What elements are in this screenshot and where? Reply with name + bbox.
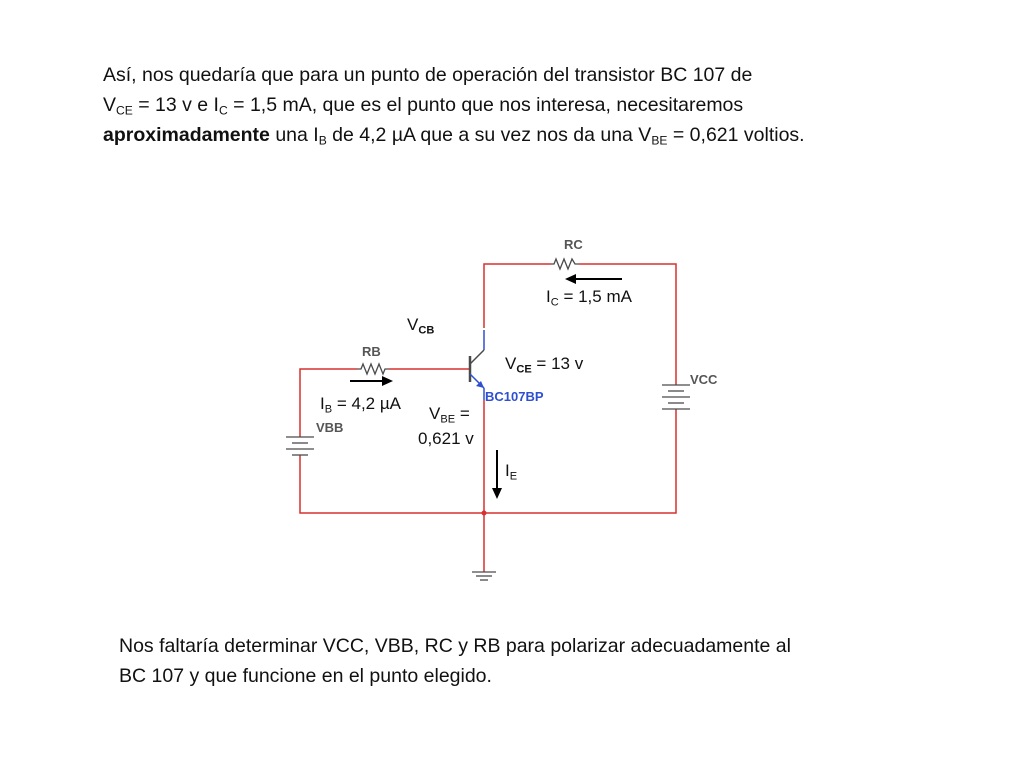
intro-line-3b: de 4,2 µA que a su vez nos da una V (326, 124, 652, 146)
transistor-label: BC107BP (485, 389, 544, 404)
vbe-annotation (429, 403, 470, 425)
intro-line-2a: = 13 v e I (132, 94, 219, 116)
vbb-label: VBB (316, 420, 344, 435)
ic-annotation (546, 286, 632, 308)
vce-symbol: V (103, 94, 117, 116)
vce-annotation (505, 353, 583, 375)
vce-annotation-sub: CE (516, 363, 532, 376)
vcb-annotation-symbol: V (407, 315, 419, 334)
vcb-annotation-sub: CB (418, 324, 435, 337)
vce-annotation-value: = 13 v (531, 354, 584, 373)
ib-annotation (320, 393, 401, 415)
conclusion-paragraph (119, 631, 979, 691)
ie-annotation (505, 460, 517, 482)
vbe-subscript: BE (651, 133, 668, 148)
intro-line-2b: = 1,5 mA, que es el punto que nos interesa, necesitaremos (227, 94, 744, 116)
ib-subscript: B (318, 133, 327, 148)
ground-junction-dot (482, 511, 487, 516)
ib-annotation-value: = 4,2 µA (332, 394, 401, 413)
ground-icon (472, 572, 496, 580)
ib-annotation-sub: B (324, 403, 333, 416)
vbe-annotation-sub: BE (440, 413, 456, 426)
vbe-annotation-value: 0,621 v (418, 429, 474, 448)
vcc-battery-icon (662, 385, 690, 409)
ic-annotation-value: = 1,5 mA (558, 287, 632, 306)
ic-arrow-icon (565, 274, 622, 284)
intro-line-3a: una I (269, 124, 319, 146)
ic-annotation-sub: C (550, 296, 559, 309)
intro-line-1: Así, nos quedaría que para un punto de operación del transistor BC 107 de (103, 64, 753, 86)
conclusion-line-2: BC 107 y que funcione en el punto elegido. (119, 665, 492, 687)
vce-annotation-symbol: V (505, 354, 517, 373)
ib-annotation-symbol: I (320, 394, 325, 413)
vcb-annotation (407, 314, 434, 336)
ie-annotation-sub: E (509, 470, 518, 483)
rb-label: RB (362, 344, 381, 359)
rc-label: RC (564, 237, 583, 252)
ie-annotation-symbol: I (505, 461, 510, 480)
ic-subscript: C (218, 103, 228, 118)
vcc-label: VCC (690, 372, 718, 387)
intro-bold-word: aproximadamente (103, 124, 270, 146)
transistor-icon (470, 330, 484, 400)
ic-annotation-symbol: I (546, 287, 551, 306)
rc-resistor-icon (551, 259, 579, 269)
conclusion-line-1: Nos faltaría determinar VCC, VBB, RC y RB para polarizar adecuadamente al (119, 635, 791, 657)
intro-line-3c: = 0,621 voltios. (667, 124, 805, 146)
wire-vcc-return (300, 409, 676, 513)
ib-arrow-icon (350, 376, 393, 386)
rb-resistor-icon (357, 364, 389, 374)
vbb-battery-icon (286, 437, 314, 455)
circuit-wires (300, 264, 676, 572)
ie-arrow-icon (492, 450, 502, 499)
vbe-annotation-equals: = (455, 404, 470, 423)
vce-subscript: CE (116, 103, 133, 118)
vbe-annotation-symbol: V (429, 404, 441, 423)
